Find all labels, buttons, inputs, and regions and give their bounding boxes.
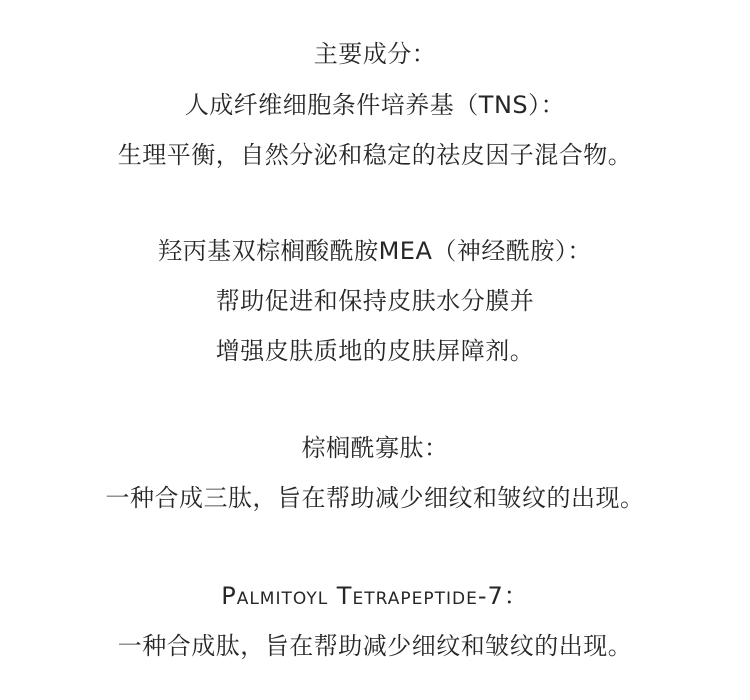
ingredient-name-ceramide: 羟丙基双棕榈酸酰胺MEA（神经酰胺）： (158, 237, 592, 265)
ingredient-name-oligopeptide: 棕榈酰寡肽： (301, 434, 449, 462)
section-heading-main-ingredients: 主要成分： (313, 40, 437, 68)
ingredient-desc-tns: 生理平衡，自然分泌和稳定的祛皮因子混合物。 (117, 141, 633, 169)
ingredient-desc-oligopeptide: 一种合成三肽，旨在帮助减少细纹和皱纹的出现。 (105, 484, 645, 512)
ingredient-desc-ceramide-line2: 增强皮肤质地的皮肤屏障剂。 (215, 337, 535, 365)
ingredient-name-palmitoyl-tetrapeptide: Palmitoyl Tetrapeptide-7： (221, 582, 529, 610)
ingredient-desc-palmitoyl-tetrapeptide: 一种合成肽，旨在帮助减少细纹和皱纹的出现。 (117, 632, 633, 660)
ingredient-name-tns: 人成纤维细胞条件培养基（TNS）： (184, 91, 566, 119)
ingredient-desc-ceramide-line1: 帮助促进和保持皮肤水分膜并 (215, 287, 535, 315)
